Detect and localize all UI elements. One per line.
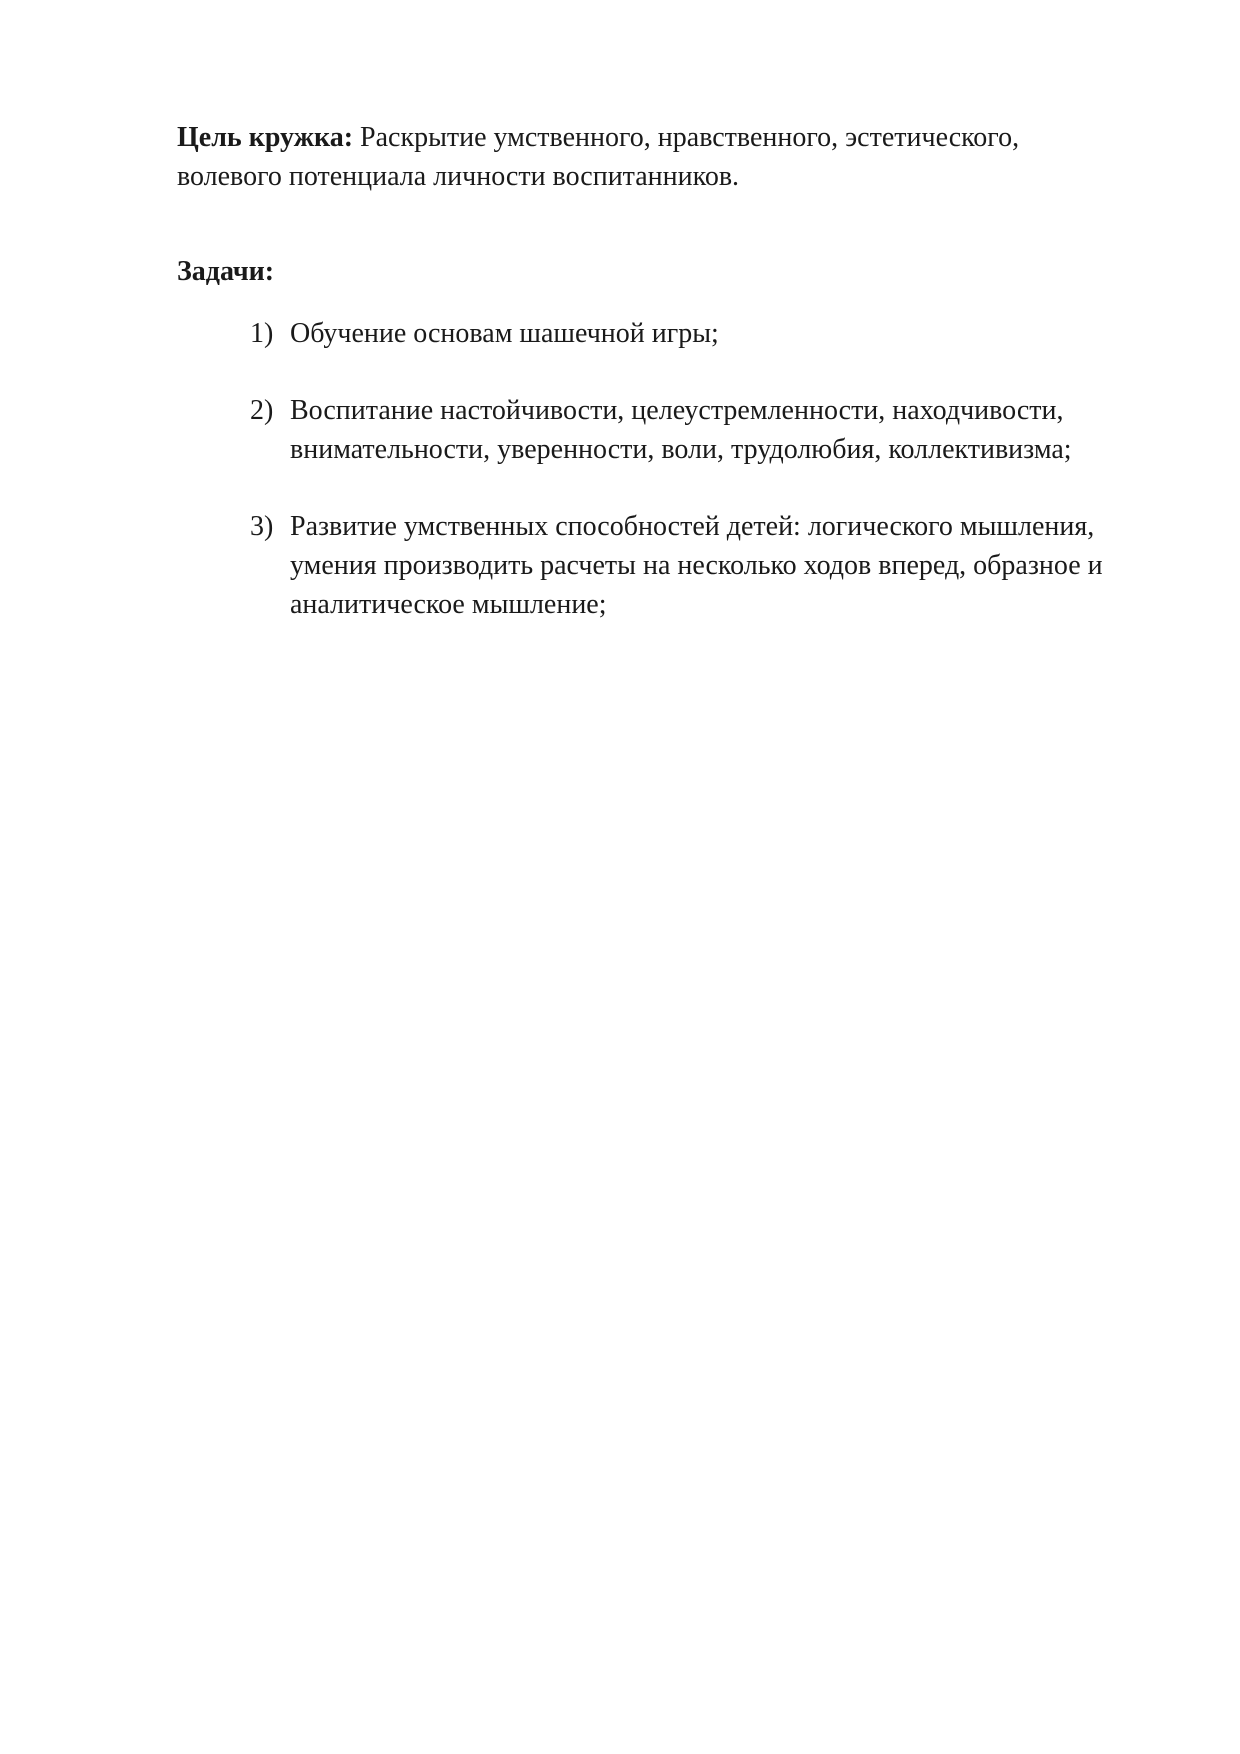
goal-paragraph	[177, 118, 1127, 196]
task-number: 3)	[250, 511, 274, 542]
task-item-1	[250, 314, 1170, 353]
task-list	[250, 314, 1170, 662]
task-text: Обучение основам шашечной игры;	[290, 318, 719, 349]
task-text: Воспитание настойчивости, целеустремленности, находчивости, внимательности, уверенности, воли, трудолюбия, коллективизма;	[290, 395, 1072, 465]
goal-text: Раскрытие умственного, нравственного, эстетического, волевого потенциала личности воспитанников.	[177, 122, 1020, 192]
task-item-2	[250, 391, 1170, 469]
task-number: 1)	[250, 318, 274, 349]
task-item-3	[250, 507, 1170, 624]
goal-label: Цель кружка:	[177, 122, 354, 153]
tasks-heading: Задачи:	[177, 256, 275, 287]
task-text: Развитие умственных способностей детей: логического мышления, умения производить расчеты на несколько ходов вперед, образное и аналитическое мышление;	[290, 511, 1103, 620]
task-number: 2)	[250, 395, 274, 426]
